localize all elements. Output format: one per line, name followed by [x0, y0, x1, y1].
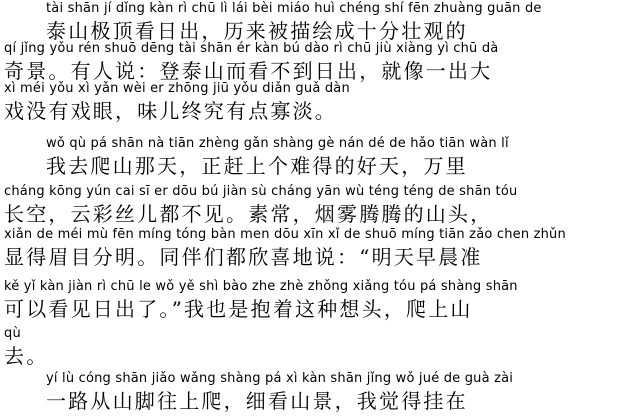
- pinyin-line: xì méi yǒu xì yǎn wèi er zhōng jiū yǒu diǎn guǎ dàn: [4, 81, 350, 96]
- pinyin-line: qí jǐng yǒu rén shuō dēng tài shān ér kàn bú dào rì chū jiù xiàng yì chū dà: [4, 41, 499, 56]
- text-line: [0, 278, 618, 324]
- hanzi-line: 戏没有戏眼，味儿终究有点寡淡。: [4, 99, 337, 123]
- hanzi-line: 显得眉目分明。同伴们都欣喜地说：“明天早晨准: [4, 245, 483, 269]
- pinyin-line: kě yǐ kàn jiàn rì chū le wǒ yě shì bào zhe zhè zhǒng xiǎng tóu pá shàng shān: [4, 279, 518, 294]
- hanzi-line: 泰山极顶看日出，历来被描绘成十分壮观的: [46, 19, 468, 43]
- text-line: [0, 325, 618, 371]
- hanzi-line: 一路从山脚往上爬，细看山景，我觉得挂在: [46, 389, 468, 413]
- pinyin-line: tài shān jí dǐng kàn rì chū lì lái bèi miáo huì chéng shí fēn zhuàng guān de: [46, 1, 542, 16]
- hanzi-line: 可以看见日出了。”我也是抱着这种想头，爬上山: [4, 297, 473, 321]
- hanzi-line: 我去爬山那天，正赶上个难得的好天，万里: [46, 154, 468, 178]
- pinyin-line: yí lù cóng shān jiǎo wǎng shàng pá xì kàn shān jǐng wǒ jué de guà zài: [46, 371, 514, 386]
- pinyin-line: qù: [4, 326, 21, 341]
- text-line: [0, 226, 618, 272]
- pinyin-line: wǒ qù pá shān nà tiān zhèng gǎn shàng gè nán dé de hǎo tiān wàn lǐ: [46, 136, 509, 151]
- text-line: [0, 80, 618, 126]
- text-line: [0, 135, 618, 181]
- pinyin-line: xiǎn de méi mù fēn míng tóng bàn men dōu xīn xǐ de shuō míng tiān zǎo chen zhǔn: [4, 227, 566, 242]
- text-line: [0, 183, 618, 229]
- hanzi-line: 奇景。有人说：登泰山而看不到日出，就像一出大: [4, 59, 493, 83]
- text-line: [0, 370, 618, 416]
- hanzi-line: 长空，云彩丝儿都不见。素常，烟雾腾腾的山头，: [4, 202, 493, 226]
- hanzi-line: 去。: [4, 344, 49, 368]
- pinyin-line: cháng kōng yún cai sī er dōu bú jiàn sù cháng yān wù téng téng de shān tóu: [4, 184, 518, 199]
